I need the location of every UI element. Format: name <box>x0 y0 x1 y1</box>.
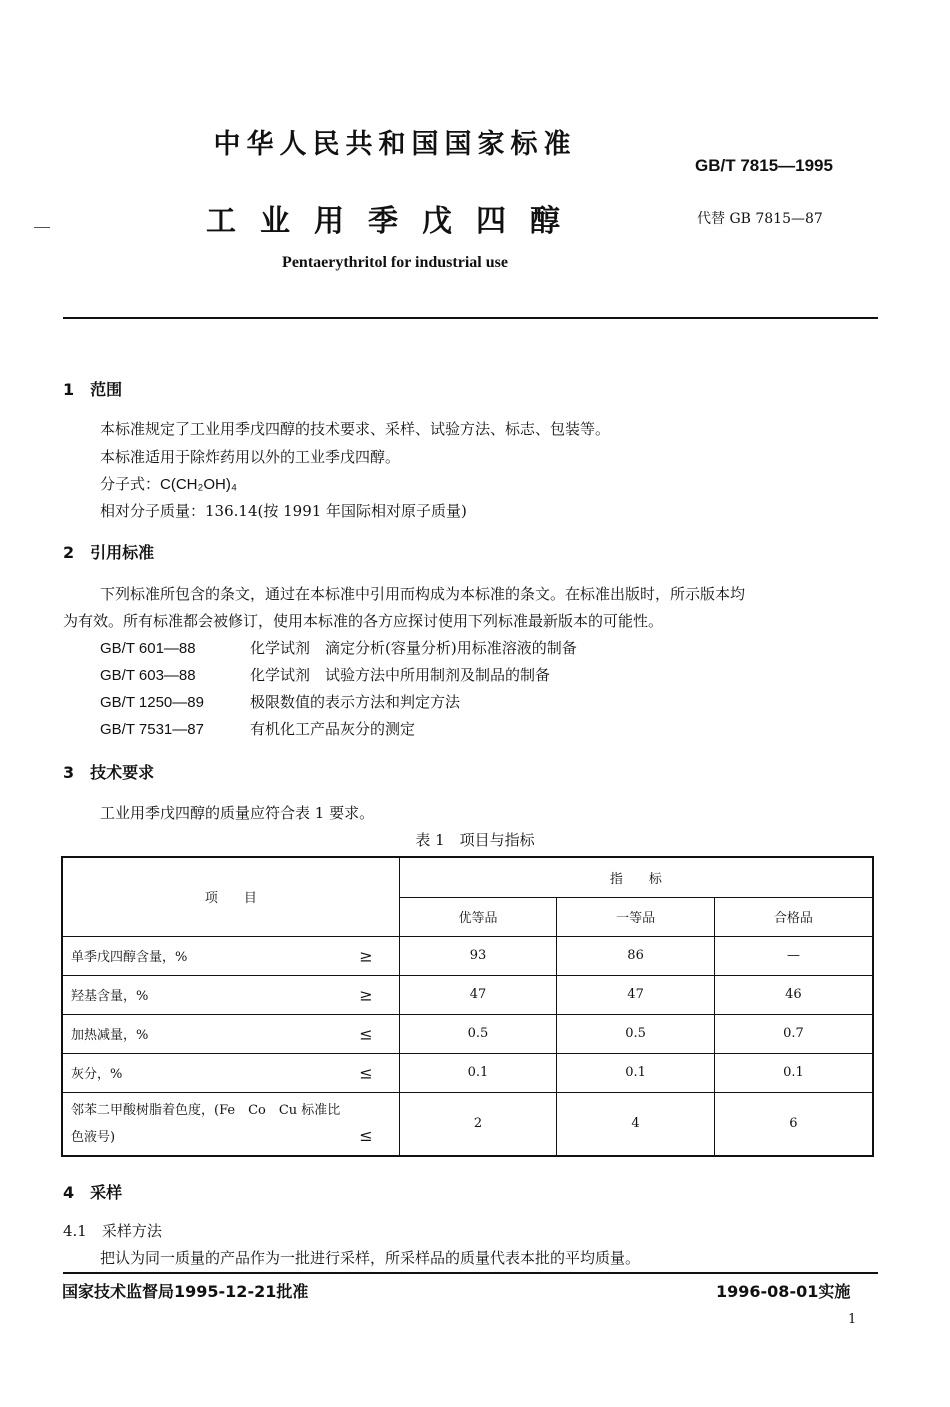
index-header: 指 标 <box>399 857 873 897</box>
reference-item <box>100 664 550 685</box>
section-3-heading: 3 技术要求 <box>63 763 155 782</box>
footer-divider <box>63 1272 878 1274</box>
value-cell: 2 <box>399 1092 557 1156</box>
row-item-label: 灰分，% <box>71 1067 123 1082</box>
value-cell: 47 <box>557 975 715 1014</box>
item-header: 项 目 <box>62 857 399 936</box>
table-row <box>62 936 873 975</box>
reference-title: 化学试剂 试验方法中所用制剂及制品的制备 <box>250 666 551 684</box>
replaces-note: 代替 GB 7815—87 <box>697 211 823 227</box>
row-item-label: 加热减量，% <box>71 1028 149 1043</box>
row-item <box>62 1053 399 1092</box>
reference-code: GB/T 601—88 <box>100 640 196 657</box>
section-2-heading: 2 引用标准 <box>63 543 155 562</box>
page-number: 1 <box>848 1312 857 1327</box>
reference-title: 化学试剂 滴定分析(容量分析)用标准溶液的制备 <box>250 639 577 657</box>
relation-symbol: ≤ <box>359 1063 373 1082</box>
value-cell: 4 <box>557 1092 715 1156</box>
row-item <box>62 975 399 1014</box>
value-cell: 93 <box>399 936 557 975</box>
formula-label: 分子式： <box>100 475 161 493</box>
table-row <box>62 1053 873 1092</box>
standard-code: GB/T 7815—1995 <box>695 156 833 175</box>
implementation-date: 1996-08-01实施 <box>716 1282 851 1301</box>
section-2-intro-line-2: 为有效。所有标准都会被修订，使用本标准的各方应探讨使用下列标准最新版本的可能性。 <box>63 612 664 630</box>
table-row <box>62 975 873 1014</box>
reference-title: 有机化工产品灰分的测定 <box>250 720 416 738</box>
row-item-label: 邻苯二甲酸树脂着色度，(Fe Co Cu 标准比 <box>71 1102 341 1118</box>
value-cell: 6 <box>714 1092 873 1156</box>
section-1-heading: 1 范围 <box>63 380 123 399</box>
section-3-para: 工业用季戊四醇的质量应符合表 1 要求。 <box>100 804 375 822</box>
header-divider <box>63 317 878 319</box>
reference-code: GB/T 7531—87 <box>100 721 204 738</box>
relation-symbol: ≥ <box>359 946 373 965</box>
section-4-heading: 4 采样 <box>63 1183 123 1202</box>
national-standard-title: 中华人民共和国国家标准 <box>213 129 577 160</box>
reference-item <box>100 637 577 658</box>
section-2-intro-line-1: 下列标准所包含的条文，通过在本标准中引用而构成为本标准的条文。在标准出版时，所示版本均 <box>100 585 746 603</box>
value-cell: 0.5 <box>399 1014 557 1053</box>
value-cell: 0.1 <box>399 1053 557 1092</box>
english-title: Pentaerythritol for industrial use <box>282 254 508 271</box>
spec-table <box>61 856 874 1157</box>
row-item <box>62 1014 399 1053</box>
value-cell: 0.1 <box>714 1053 873 1092</box>
value-cell: 46 <box>714 975 873 1014</box>
grade-header: 优等品 <box>399 897 557 936</box>
molecular-weight: 相对分子质量：136.14(按 1991 年国际相对原子质量) <box>100 502 467 520</box>
reference-item <box>100 718 415 739</box>
table-row <box>62 1092 873 1156</box>
grade-header: 合格品 <box>714 897 873 936</box>
value-cell: 0.5 <box>557 1014 715 1053</box>
reference-item <box>100 691 460 712</box>
section-1-para-2: 本标准适用于除炸药用以外的工业季戊四醇。 <box>100 448 401 466</box>
table-row <box>62 1014 873 1053</box>
reference-code: GB/T 603—88 <box>100 667 196 684</box>
subsection-4-1-heading: 4.1 采样方法 <box>63 1222 162 1240</box>
value-cell: — <box>714 936 873 975</box>
document-title: 工业用季戊四醇 <box>206 204 584 239</box>
grade-header: 一等品 <box>557 897 715 936</box>
relation-symbol: ≤ <box>359 1126 373 1145</box>
value-cell: 47 <box>399 975 557 1014</box>
row-item-label-continued: 色液号) <box>71 1129 116 1145</box>
table-caption: 表 1 项目与指标 <box>415 831 535 849</box>
row-item <box>62 936 399 975</box>
table-header-row <box>62 857 873 897</box>
section-4-para: 把认为同一质量的产品作为一批进行采样，所采样品的质量代表本批的平均质量。 <box>100 1249 641 1267</box>
reference-code: GB/T 1250—89 <box>100 694 204 711</box>
relation-symbol: ≥ <box>359 985 373 1004</box>
value-cell: 86 <box>557 936 715 975</box>
reference-title: 极限数值的表示方法和判定方法 <box>250 693 461 711</box>
molecular-formula: C(CH₂OH)₄ <box>160 476 237 493</box>
molecular-formula-line <box>100 473 237 494</box>
row-item-label: 单季戊四醇含量，% <box>71 950 188 965</box>
value-cell: 0.7 <box>714 1014 873 1053</box>
row-item <box>62 1092 399 1156</box>
value-cell: 0.1 <box>557 1053 715 1092</box>
row-item-label: 羟基含量，% <box>71 989 149 1004</box>
approval-note: 国家技术监督局1995-12-21批准 <box>62 1282 309 1301</box>
relation-symbol: ≤ <box>359 1024 373 1043</box>
section-1-para-1: 本标准规定了工业用季戊四醇的技术要求、采样、试验方法、标志、包装等。 <box>100 420 611 438</box>
